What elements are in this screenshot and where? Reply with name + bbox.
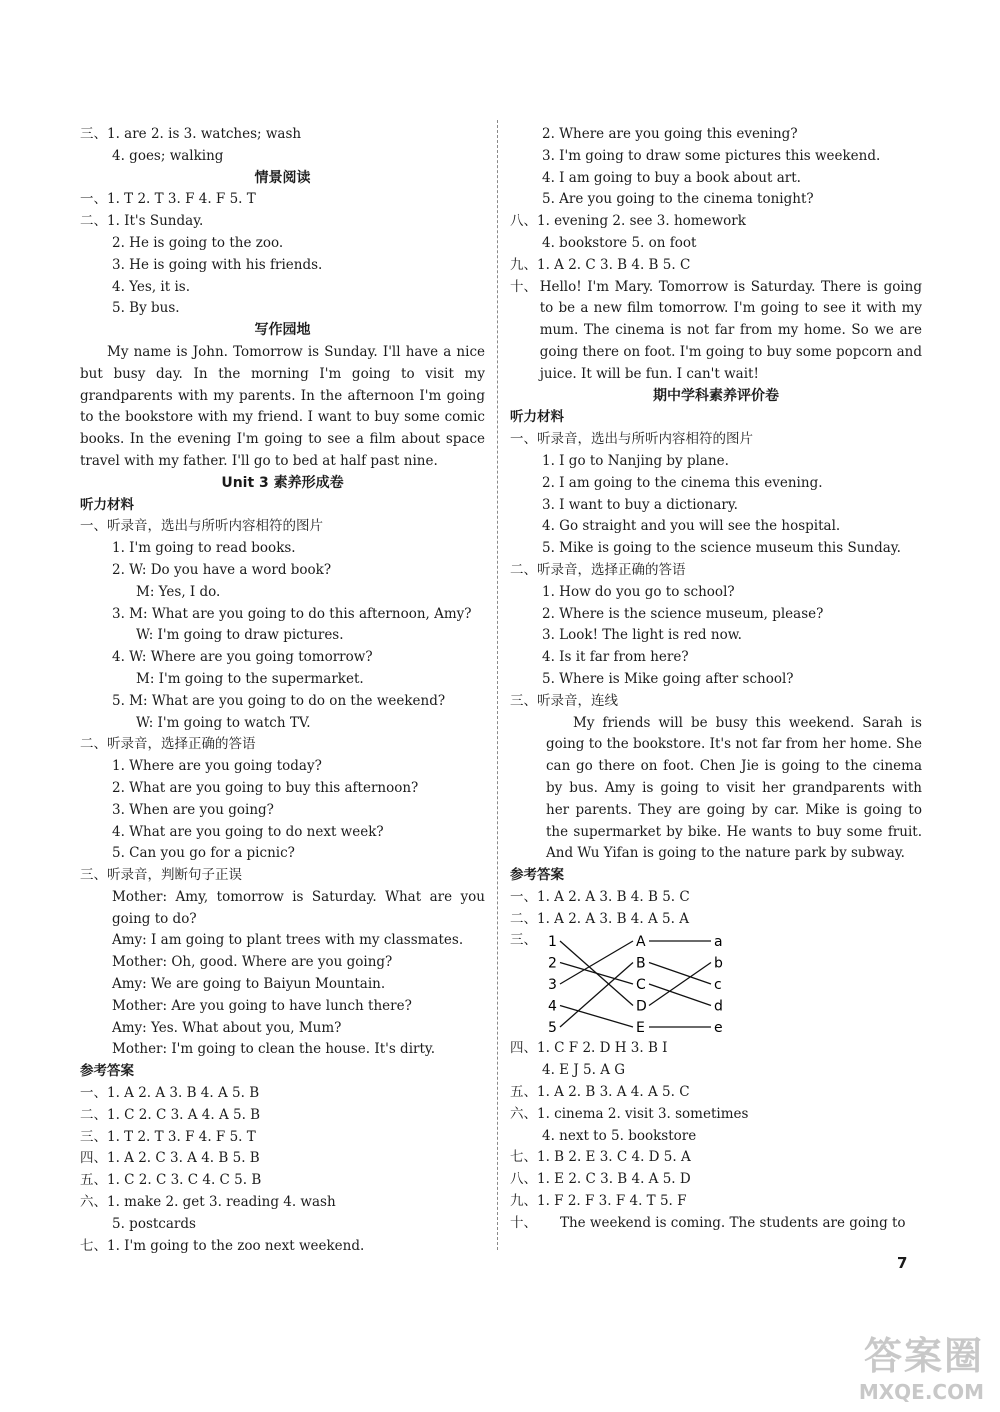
answer-line: 七、1. I'm going to the zoo next weekend. xyxy=(80,1237,365,1254)
writing-start xyxy=(510,1213,922,1235)
answer-line: 4. goes; walking xyxy=(112,147,224,164)
answer-line: 四、1. A 2. C 3. A 4. B 5. B xyxy=(80,1150,260,1167)
match-small: c xyxy=(714,977,722,994)
question-label: 十、 xyxy=(510,1214,537,1231)
listening-line: 4. Go straight and you will see the hospital. xyxy=(542,518,841,535)
answer-line: 一、1. A 2. A 3. B 4. B 5. C xyxy=(510,888,690,905)
match-capital: B xyxy=(636,955,646,972)
match-small: e xyxy=(714,1020,723,1037)
dialogue-line: Amy: We are going to Baiyun Mountain. xyxy=(112,976,386,993)
answer-line: 一、1. A 2. A 3. B 4. A 5. B xyxy=(80,1085,260,1102)
answer-line: 3. I'm going to draw some pictures this weekend. xyxy=(542,147,881,164)
answer-line: 5. By bus. xyxy=(112,300,180,317)
listening-line: 1. I go to Nanjing by plane. xyxy=(542,452,729,469)
match-line-right xyxy=(649,984,711,1006)
match-capital: A xyxy=(636,934,646,951)
listening-line: 5. M: What are you going to do on the weekend? xyxy=(112,692,446,709)
watermark-url: MXQE.COM xyxy=(858,1380,984,1404)
answer-line: 4. bookstore 5. on foot xyxy=(542,234,697,251)
answer-line: 5. postcards xyxy=(112,1215,196,1232)
page-number: 7 xyxy=(897,1254,908,1272)
unit-heading: Unit 3 素养形成卷 xyxy=(221,474,344,491)
dialogue-line: Amy: Yes. What about you, Mum? xyxy=(112,1019,342,1036)
match-line-right xyxy=(649,963,711,1006)
question-label: 三、 xyxy=(510,932,537,949)
match-line-left xyxy=(560,941,633,984)
left-column xyxy=(80,124,485,1257)
answer-line: 二、1. C 2. C 3. A 4. A 5. B xyxy=(80,1106,261,1123)
section-heading: 情景阅读 xyxy=(254,169,311,186)
answer-line: 3. He is going with his friends. xyxy=(112,256,323,273)
match-number: 5 xyxy=(548,1020,557,1037)
match-capital: C xyxy=(636,977,646,994)
answer-line: 4. next to 5. bookstore xyxy=(542,1127,697,1144)
subheading-answers: 参考答案 xyxy=(80,1063,134,1080)
match-small: b xyxy=(714,955,723,972)
listening-line: 5. Where is Mike going after school? xyxy=(542,670,794,687)
answer-line: 四、1. C F 2. D H 3. B I xyxy=(510,1040,668,1057)
question-label: 十、 xyxy=(510,278,537,295)
question-heading: 二、听录音，选择正确的答语 xyxy=(510,561,686,578)
listening-line: 3. Look! The light is red now. xyxy=(542,627,742,644)
answer-line: 4. Yes, it is. xyxy=(112,278,190,295)
listening-line: 5. Can you go for a picnic? xyxy=(112,845,295,862)
match-number: 2 xyxy=(548,955,557,972)
listening-line: 3. I want to buy a dictionary. xyxy=(542,496,738,513)
answer-line: 九、1. A 2. C 3. B 4. B 5. C xyxy=(510,256,691,273)
matching-diagram xyxy=(544,930,744,1036)
match-capital: D xyxy=(636,998,647,1015)
answer-line: 4. E J 5. A G xyxy=(542,1062,626,1079)
column-divider xyxy=(497,120,498,1250)
match-small: d xyxy=(714,998,723,1015)
answer-line: 五、1. A 2. B 3. A 4. A 5. C xyxy=(510,1084,690,1101)
listening-passage: My friends will be busy this weekend. Sarah is going to the bookstore. It's not far from her home. She can go there on foot. Chen Jie is going to the cinema by bus. Amy is going to visit her grandparents with her parents. They are going by car. Mike is going to the supermarket by bike. He wants to buy some fruit. And Wu Yifan is going to the nature park by subway. xyxy=(546,714,922,862)
listening-line: 2. Where is the science museum, please? xyxy=(542,605,824,622)
listening-line: 4. W: Where are you going tomorrow? xyxy=(112,649,373,666)
dialogue-line xyxy=(80,887,485,931)
answer-line: 2. He is going to the zoo. xyxy=(112,234,284,251)
question-heading: 一、听录音，选出与所听内容相符的图片 xyxy=(80,518,323,535)
listening-line: M: Yes, I do. xyxy=(136,583,221,600)
listening-line: W: I'm going to watch TV. xyxy=(136,714,311,731)
matching-answer xyxy=(510,930,922,1038)
subheading-answers: 参考答案 xyxy=(510,867,564,884)
watermark xyxy=(859,1325,984,1404)
match-capital: E xyxy=(636,1020,645,1037)
listening-line: 3. M: What are you going to do this afternoon, Amy? xyxy=(112,605,472,622)
watermark-text: 答案圈 xyxy=(863,1334,984,1378)
writing-text: Hello! I'm Mary. Tomorrow is Saturday. There is going to be a new film tomorrow. I'm going to see it with my mum. The cinema is not far from my home. So we are going there on foot. I'm going to buy some popcorn and juice. It will be fun. I can't wait! xyxy=(539,278,922,382)
answer-line: 八、1. E 2. C 3. B 4. A 5. D xyxy=(510,1171,691,1188)
question-heading: 二、听录音，选择正确的答语 xyxy=(80,736,256,753)
answer-line: 一、1. T 2. T 3. F 4. F 5. T xyxy=(80,191,256,208)
match-number: 4 xyxy=(548,998,557,1015)
right-column xyxy=(510,124,922,1235)
dialogue-line: Mother: I'm going to clean the house. It's dirty. xyxy=(112,1041,436,1058)
question-heading: 三、听录音，判断句子正误 xyxy=(80,867,242,884)
listening-line: 4. Is it far from here? xyxy=(542,649,689,666)
answer-line: 八、1. evening 2. see 3. homework xyxy=(510,213,746,230)
listening-line: 2. What are you going to buy this afternoon? xyxy=(112,779,419,796)
listening-line: 1. I'm going to read books. xyxy=(112,540,296,557)
dialogue-text: Mother: Amy, tomorrow is Saturday. What are you going to do? xyxy=(112,888,485,927)
answer-line: 二、1. It's Sunday. xyxy=(80,213,204,230)
listening-line: 4. What are you going to do next week? xyxy=(112,823,384,840)
match-line-left xyxy=(560,963,633,1028)
subheading-listening: 听力材料 xyxy=(80,496,134,513)
listening-line: M: I'm going to the supermarket. xyxy=(136,670,364,687)
answer-line: 七、1. B 2. E 3. C 4. D 5. A xyxy=(510,1149,691,1166)
listening-line: 2. I am going to the cinema this evening. xyxy=(542,474,823,491)
match-line-right xyxy=(649,963,711,985)
section-heading: 写作园地 xyxy=(254,322,311,339)
question-heading: 一、听录音，选出与所听内容相符的图片 xyxy=(510,431,753,448)
match-line-left xyxy=(560,1006,633,1028)
writing-sample: My name is John. Tomorrow is Sunday. I'll have a nice but busy day. In the morning I'm going to visit my grandparents with my parents. In the afternoon I'm going to the bookstore with my friend. I want to buy some comic books. In the evening I'm going to see a film about space travel with my father. I'll go to bed at half past nine. xyxy=(80,343,485,469)
listening-line: 1. Where are you going today? xyxy=(112,758,322,775)
subheading-listening: 听力材料 xyxy=(510,409,564,426)
answer-line: 六、1. cinema 2. visit 3. sometimes xyxy=(510,1105,749,1122)
answer-line: 三、1. are 2. is 3. watches; wash xyxy=(80,126,302,142)
answer-line: 六、1. make 2. get 3. reading 4. wash xyxy=(80,1194,336,1211)
exam-heading: 期中学科素养评价卷 xyxy=(653,387,779,404)
listening-line: 3. When are you going? xyxy=(112,801,274,818)
answer-line: 4. I am going to buy a book about art. xyxy=(542,169,801,186)
match-number: 1 xyxy=(548,934,557,951)
question-heading: 三、听录音，连线 xyxy=(510,692,618,709)
answer-line: 三、1. T 2. T 3. F 4. F 5. T xyxy=(80,1128,256,1145)
answer-line: 5. Are you going to the cinema tonight? xyxy=(542,191,814,208)
match-small: a xyxy=(714,934,723,951)
dialogue-line: Mother: Oh, good. Where are you going? xyxy=(112,954,393,971)
writing-sample xyxy=(510,277,922,386)
listening-line: 2. W: Do you have a word book? xyxy=(112,561,332,578)
listening-line: 5. Mike is going to the science museum this Sunday. xyxy=(542,540,901,557)
listening-line: W: I'm going to draw pictures. xyxy=(136,627,344,644)
match-line-left xyxy=(560,963,633,985)
listening-line: 1. How do you go to school? xyxy=(542,583,735,600)
answer-line: 五、1. C 2. C 3. C 4. C 5. B xyxy=(80,1172,262,1189)
writing-text: The weekend is coming. The students are going to xyxy=(559,1214,906,1231)
match-number: 3 xyxy=(548,977,557,994)
dialogue-line: Mother: Are you going to have lunch there? xyxy=(112,997,412,1014)
answer-line: 九、1. F 2. F 3. F 4. T 5. F xyxy=(510,1193,687,1210)
dialogue-line: Amy: I am going to plant trees with my classmates. xyxy=(112,932,464,949)
answer-line: 2. Where are you going this evening? xyxy=(542,126,798,142)
answer-line: 二、1. A 2. A 3. B 4. A 5. A xyxy=(510,910,689,927)
